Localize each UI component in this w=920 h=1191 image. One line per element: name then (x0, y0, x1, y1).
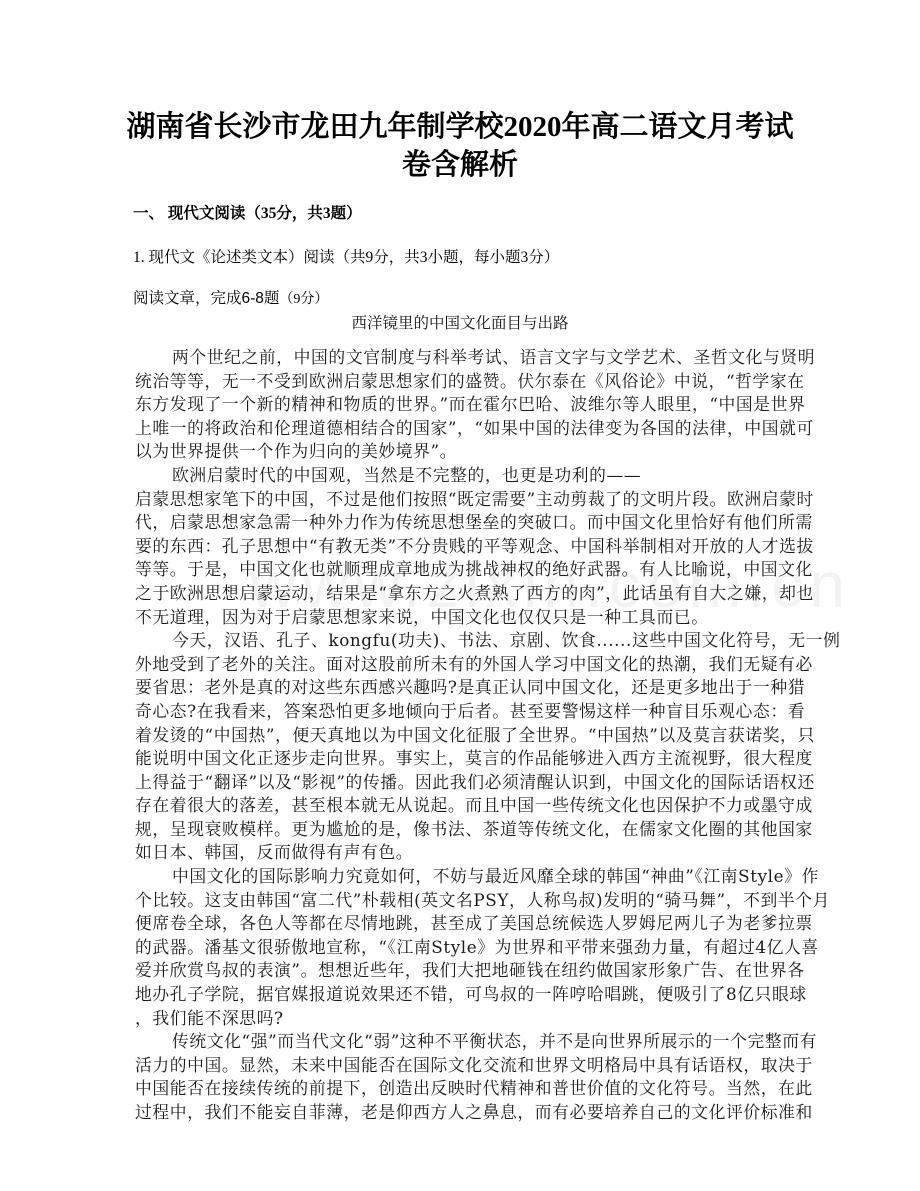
article-line: 之于欧洲思想启蒙运动，结果是“拿东方之火煮熟了西方的肉”，此话虽有自大之嫌，却也 (135, 582, 814, 603)
article-line: 两个世纪之前，中国的文官制度与科举考试、语言文字与文学艺术、圣哲文化与贤明 (172, 347, 816, 367)
article-line: 不无道理，因为对于启蒙思想家来说，中国文化也仅仅只是一种工具而已。 (135, 606, 709, 627)
article-line: 地办孔子学院，据官媒报道说效果还不错，可鸟叔的一阵哼哈唱跳，便吸引了8亿只眼球 (135, 984, 807, 1005)
article-line: 等等。于是，中国文化也就顺理成章地成为挑战神权的绝好武器。有人比喻说，中国文化 (135, 559, 813, 580)
article-line: 上得益于“翻译”以及“影视”的传播。因此我们必须清醒认识到，中国文化的国际话语权还 (135, 771, 815, 792)
article-line: 能说明中国文化正逐步走向世界。事实上，莫言的作品能够进入西方主流视野，很大程度 (135, 748, 813, 769)
instruction-text: 阅读文章，完成6-8题 (133, 290, 280, 307)
article-body (135, 346, 841, 1125)
title-line-1: 湖南省长沙市龙田九年制学校2020年高二语文月考试 (126, 111, 794, 143)
article-line: 中国能否在接续传统的前提下，创造出反映时代精神和普世价值的文化符号。当然，在此 (135, 1078, 813, 1099)
article-line: 代，启蒙思想家急需一种外力作为传统思想堡垒的突破口。而中国文化里恰好有他们所需 (135, 512, 813, 533)
article-line: 外地受到了老外的关注。面对这股前所未有的外国人学习中国文化的热潮，我们无疑有必 (135, 653, 813, 674)
article-line: 东方发现了一个新的精神和物质的世界。”而在霍尔巴哈、波维尔等人眼里，“中国是世界 (135, 394, 806, 415)
article-line: 便席卷全球，各色人等都在尽情地跳，甚至成了美国总统候选人罗姆尼两儿子为老爹拉票 (135, 913, 813, 934)
article-line: 今天，汉语、孔子、kongfu(功夫)、书法、京剧、饮食......这些中国文化符号，无一例 (172, 630, 841, 651)
article-line: 规，呈现衰败模样。更为尴尬的是，像书法、茶道等传统文化，在儒家文化圈的其他国家 (135, 818, 813, 839)
article-line: 中国文化的国际影响力究竟如何，不妨与最近风靡全球的韩国“神曲”《江南Style》作 (172, 866, 819, 887)
article-line: 要的东西：孔子思想中“有教无类”不分贵贱的平等观念、中国科举制相对开放的人才选拔 (135, 535, 814, 556)
article-line: 以为世界提供一个作为归向的美妙境界”。 (135, 441, 458, 462)
article-line: 的武器。潘基文很骄傲地宣称，“《江南Style》为世界和平带来强劲力量，有超过4亿人喜 (135, 936, 819, 957)
article-line: 如日本、韩国，反而做得有声有色。 (135, 842, 414, 863)
page-title (100, 108, 820, 184)
article-line: 存在着很大的落差，甚至根本就无从说起。而且中国一些传统文化也因保护不力或墨守成 (135, 795, 813, 816)
article-line: 奇心态?在我看来，答案恐怕更多地倾向于后者。甚至要警惕这样一种盲目乐观心态：看 (135, 700, 806, 721)
question-heading: 1. 现代文《论述类文本）阅读（共9分，共3小题，每小题3分） (133, 249, 560, 266)
article-line: 爱并欣赏鸟叔的表演”。想想近些年，我们大把地砸钱在纽约做国家形象广告、在世界各 (135, 960, 805, 981)
article-line: 传统文化“强”而当代文化“弱”这种不平衡状态，并不是向世界所展示的一个完整而有 (172, 1031, 818, 1052)
article-line: 欧洲启蒙时代的中国观，当然是不完整的，也更是功利的—— (172, 464, 642, 485)
article-line: 个比较。这支由韩国“富二代”朴载相(英文名PSY，人称鸟叔)发明的“骑马舞”，不到半个月 (135, 889, 831, 910)
article-line: 过程中，我们不能妄自菲薄，老是仰西方人之鼻息，而有必要培养自己的文化评价标准和 (135, 1102, 813, 1122)
article-line: 着发烫的“中国热”，便天真地以为中国文化征服了全世界。“中国热”以及莫言获诺奖，只 (135, 724, 815, 745)
article-line: 活力的中国。显然，未来中国能否在国际文化交流和世界文明格局中具有话语权，取决于 (135, 1054, 813, 1075)
article-title: 西洋镜里的中国文化面目与出路 (351, 314, 569, 332)
title-line-2: 卷含解析 (401, 149, 518, 181)
article-line: 上唯一的将政治和伦理道德相结合的国家”，“如果中国的法律变为各国的法律，中国就可 (135, 417, 814, 438)
article-line: 统治等等，无一不受到欧洲启蒙思想家们的盛赞。伏尔泰在《风俗论》中说，“哲学家在 (135, 370, 805, 391)
article-line: 启蒙思想家笔下的中国，不过是他们按照“既定需要”主动剪裁了的文明片段。欧洲启蒙时 (135, 488, 814, 509)
article-line: 要省思：老外是真的对这些东西感兴趣吗?是真正认同中国文化，还是更多地出于一种猎 (135, 677, 806, 698)
article-line: ，我们能不深思吗? (135, 1007, 284, 1028)
reading-instruction (133, 289, 328, 310)
section-heading: 一、 现代文阅读（35分，共3题） (133, 205, 362, 222)
instruction-points: （9分） (279, 292, 329, 307)
